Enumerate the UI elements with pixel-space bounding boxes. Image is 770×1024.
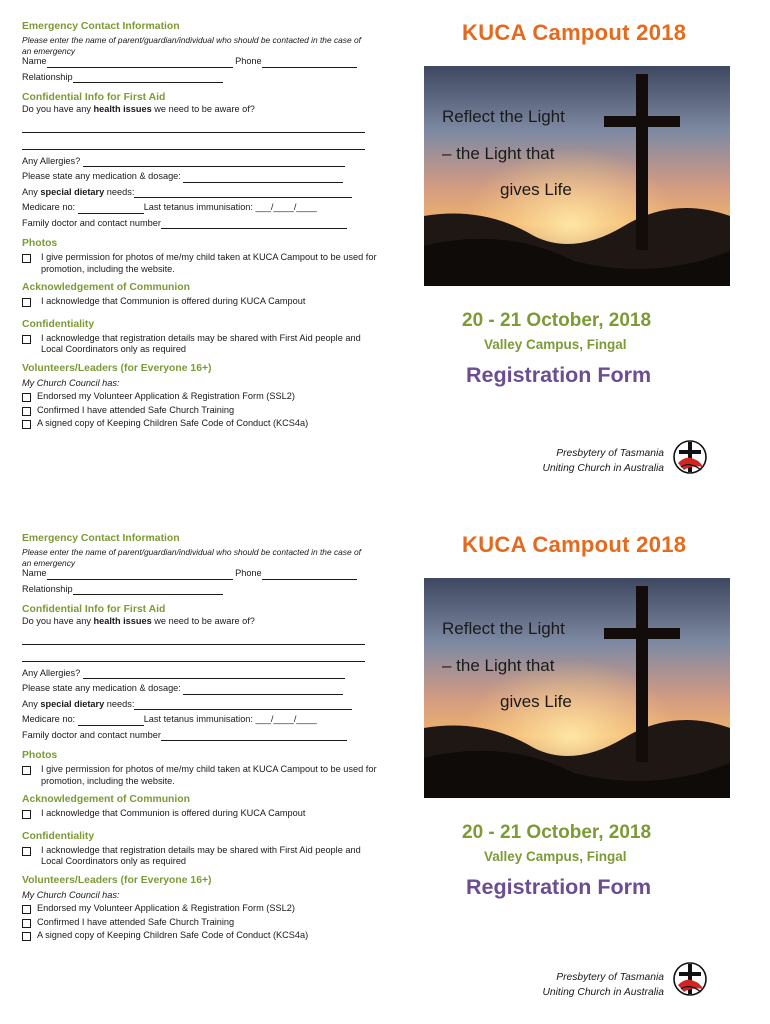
- medication-label: Please state any medication & dosage:: [22, 171, 181, 181]
- photos-text: I give permission for photos of me/my child taken at KUCA Campout to be used for promotion, including the website.: [41, 252, 377, 274]
- event-venue: Valley Campus, Fingal: [484, 337, 627, 352]
- communion-checkbox[interactable]: [22, 810, 31, 819]
- volunteer-checkbox[interactable]: [22, 393, 31, 402]
- event-date: 20 - 21 October, 2018: [462, 822, 652, 843]
- church-council-label: My Church Council has:: [22, 889, 120, 900]
- volunteers-heading: Volunteers/Leaders (for Everyone 16+): [22, 362, 212, 374]
- medication-row: [22, 171, 377, 183]
- sunset-cross-image: [424, 66, 730, 286]
- volunteer-item: [22, 405, 377, 417]
- volunteer-item-text: A signed copy of Keeping Children Safe Code of Conduct (KCS4a): [37, 418, 309, 428]
- phone-field[interactable]: [262, 570, 357, 580]
- volunteer-checkbox[interactable]: [22, 407, 31, 416]
- image-caption-line: – the Light that: [442, 144, 555, 163]
- health-question-post: we need to be aware of?: [151, 616, 255, 626]
- volunteer-checkbox[interactable]: [22, 905, 31, 914]
- medicare-label: Medicare no:: [22, 714, 76, 724]
- image-caption-line: Reflect the Light: [442, 107, 565, 126]
- event-venue: Valley Campus, Fingal: [484, 849, 627, 864]
- registration-slip-bottom: [0, 512, 770, 1024]
- health-question-bold: health issues: [93, 104, 152, 114]
- phone-label: Phone: [235, 568, 262, 578]
- registration-form-title: Registration Form: [466, 875, 652, 899]
- image-caption-line: gives Life: [500, 180, 572, 199]
- tetanus-label: Last tetanus immunisation:: [143, 202, 253, 212]
- name-field[interactable]: [47, 570, 233, 580]
- communion-consent: [22, 808, 377, 820]
- organisation-block: [542, 970, 664, 1001]
- confidentiality-heading: Confidentiality: [22, 830, 95, 842]
- uniting-church-logo-icon: [672, 437, 708, 477]
- dietary-field[interactable]: [134, 188, 352, 198]
- volunteer-item: [22, 930, 377, 942]
- event-panel: [420, 512, 770, 1024]
- medication-field[interactable]: [183, 173, 343, 183]
- event-panel: [420, 0, 770, 512]
- medicare-label: Medicare no:: [22, 202, 76, 212]
- allergies-row: [22, 668, 377, 680]
- form-section: [22, 532, 377, 944]
- allergies-label: Any Allergies?: [22, 667, 81, 678]
- volunteer-checkbox[interactable]: [22, 932, 31, 941]
- communion-consent: [22, 296, 377, 308]
- health-issues-line-2[interactable]: [22, 651, 365, 662]
- volunteer-item-text: Endorsed my Volunteer Application & Registration Form (SSL2): [37, 391, 295, 401]
- doctor-row: [22, 218, 377, 230]
- volunteer-item: [22, 391, 377, 403]
- relationship-field[interactable]: [73, 585, 223, 595]
- event-date: 20 - 21 October, 2018: [462, 310, 652, 331]
- phone-field[interactable]: [262, 58, 357, 68]
- confidentiality-consent: [22, 333, 377, 356]
- emergency-instruction: Please enter the name of parent/guardian/individual who should be contacted in the case of an emergency: [22, 35, 361, 56]
- medicare-field[interactable]: [78, 204, 144, 214]
- dietary-bold: special dietary: [40, 698, 105, 709]
- medication-label: Please state any medication & dosage:: [22, 683, 181, 693]
- presbytery-name: Presbytery of Tasmania: [556, 972, 664, 983]
- doctor-field[interactable]: [161, 731, 347, 741]
- dietary-bold: special dietary: [40, 186, 105, 197]
- volunteer-checkbox[interactable]: [22, 919, 31, 928]
- doctor-label: Family doctor and contact number: [22, 217, 161, 228]
- uniting-church-logo-icon: [672, 959, 708, 999]
- image-caption-line: – the Light that: [442, 656, 555, 675]
- volunteer-item: [22, 418, 377, 430]
- event-title: KUCA Campout 2018: [462, 532, 687, 557]
- medicare-row: [22, 714, 377, 726]
- doctor-row: [22, 730, 377, 742]
- image-caption-line: gives Life: [500, 692, 572, 711]
- church-name: Uniting Church in Australia: [542, 987, 664, 999]
- communion-text: I acknowledge that Communion is offered during KUCA Campout: [41, 808, 306, 818]
- dietary-field[interactable]: [134, 700, 352, 710]
- medicare-row: [22, 202, 377, 214]
- confidentiality-checkbox[interactable]: [22, 847, 31, 856]
- medication-field[interactable]: [183, 685, 343, 695]
- relationship-row: [22, 584, 377, 596]
- volunteers-heading: Volunteers/Leaders (for Everyone 16+): [22, 874, 212, 886]
- name-phone-row: [22, 56, 377, 68]
- phone-label: Phone: [235, 56, 262, 66]
- first-aid-heading: Confidential Info for First Aid: [22, 92, 166, 103]
- relationship-row: [22, 72, 377, 84]
- dietary-pre: Any: [22, 186, 41, 197]
- medicare-field[interactable]: [78, 716, 144, 726]
- health-question: [22, 616, 377, 628]
- photos-consent: [22, 252, 377, 275]
- confidentiality-text: I acknowledge that registration details may be shared with First Aid people and Local Coordinators only as required: [41, 332, 361, 354]
- health-question-pre: Do you have any: [22, 104, 94, 114]
- volunteer-item: [22, 903, 377, 915]
- name-phone-row: [22, 568, 377, 580]
- allergies-field[interactable]: [83, 157, 345, 167]
- health-issues-line-2[interactable]: [22, 139, 365, 150]
- health-question-post: we need to be aware of?: [151, 104, 255, 114]
- health-question: [22, 104, 377, 116]
- volunteer-item-text: Endorsed my Volunteer Application & Registration Form (SSL2): [37, 903, 295, 913]
- tetanus-field[interactable]: ___/____/____: [255, 714, 317, 724]
- photos-consent: [22, 764, 377, 787]
- photos-text: I give permission for photos of me/my child taken at KUCA Campout to be used for promotion, including the website.: [41, 764, 377, 786]
- doctor-label: Family doctor and contact number: [22, 729, 161, 740]
- first-aid-heading: Confidential Info for First Aid: [22, 604, 166, 615]
- health-issues-line-1[interactable]: [22, 634, 365, 645]
- health-issues-line-1[interactable]: [22, 122, 365, 133]
- relationship-label: Relationship: [22, 71, 73, 82]
- sunset-cross-image: [424, 578, 730, 798]
- communion-heading: Acknowledgement of Communion: [22, 794, 190, 805]
- communion-text: I acknowledge that Communion is offered during KUCA Campout: [41, 296, 306, 306]
- volunteer-item-text: A signed copy of Keeping Children Safe Code of Conduct (KCS4a): [37, 930, 309, 940]
- event-title: KUCA Campout 2018: [462, 20, 687, 45]
- volunteer-checkbox[interactable]: [22, 420, 31, 429]
- dietary-post: needs:: [104, 186, 135, 197]
- tetanus-label: Last tetanus immunisation:: [143, 714, 253, 724]
- emergency-contact-heading: Emergency Contact Information: [22, 533, 180, 544]
- emergency-instruction: Please enter the name of parent/guardian/individual who should be contacted in the case of an emergency: [22, 547, 361, 568]
- health-question-bold: health issues: [93, 616, 152, 626]
- photos-checkbox[interactable]: [22, 766, 31, 775]
- confidentiality-heading: Confidentiality: [22, 318, 95, 330]
- form-section: [22, 20, 377, 432]
- allergies-field[interactable]: [83, 669, 345, 679]
- dietary-row: [22, 187, 377, 199]
- allergies-row: [22, 156, 377, 168]
- image-caption-line: Reflect the Light: [442, 619, 565, 638]
- confidentiality-checkbox[interactable]: [22, 335, 31, 344]
- dietary-post: needs:: [104, 698, 135, 709]
- volunteer-item-text: Confirmed I have attended Safe Church Training: [37, 404, 235, 415]
- registration-form-title: Registration Form: [466, 363, 652, 387]
- name-field[interactable]: [47, 58, 233, 68]
- communion-checkbox[interactable]: [22, 298, 31, 307]
- church-name: Uniting Church in Australia: [542, 463, 664, 475]
- photos-heading: Photos: [22, 750, 58, 761]
- emergency-contact-heading: Emergency Contact Information: [22, 21, 180, 32]
- presbytery-name: Presbytery of Tasmania: [556, 448, 664, 459]
- volunteer-item: [22, 917, 377, 929]
- dietary-row: [22, 699, 377, 711]
- name-label: Name: [22, 56, 47, 66]
- name-label: Name: [22, 568, 47, 578]
- communion-heading: Acknowledgement of Communion: [22, 282, 190, 293]
- doctor-field[interactable]: [161, 219, 347, 229]
- photos-checkbox[interactable]: [22, 254, 31, 263]
- photos-heading: Photos: [22, 238, 58, 249]
- medication-row: [22, 683, 377, 695]
- confidentiality-text: I acknowledge that registration details may be shared with First Aid people and Local Coordinators only as required: [41, 844, 361, 866]
- tetanus-field[interactable]: ___/____/____: [255, 202, 317, 212]
- organisation-block: [542, 446, 664, 477]
- relationship-field[interactable]: [73, 73, 223, 83]
- church-council-label: My Church Council has:: [22, 377, 120, 388]
- dietary-pre: Any: [22, 698, 41, 709]
- allergies-label: Any Allergies?: [22, 155, 81, 166]
- health-question-pre: Do you have any: [22, 616, 94, 626]
- volunteer-item-text: Confirmed I have attended Safe Church Training: [37, 916, 235, 927]
- confidentiality-consent: [22, 845, 377, 868]
- relationship-label: Relationship: [22, 583, 73, 594]
